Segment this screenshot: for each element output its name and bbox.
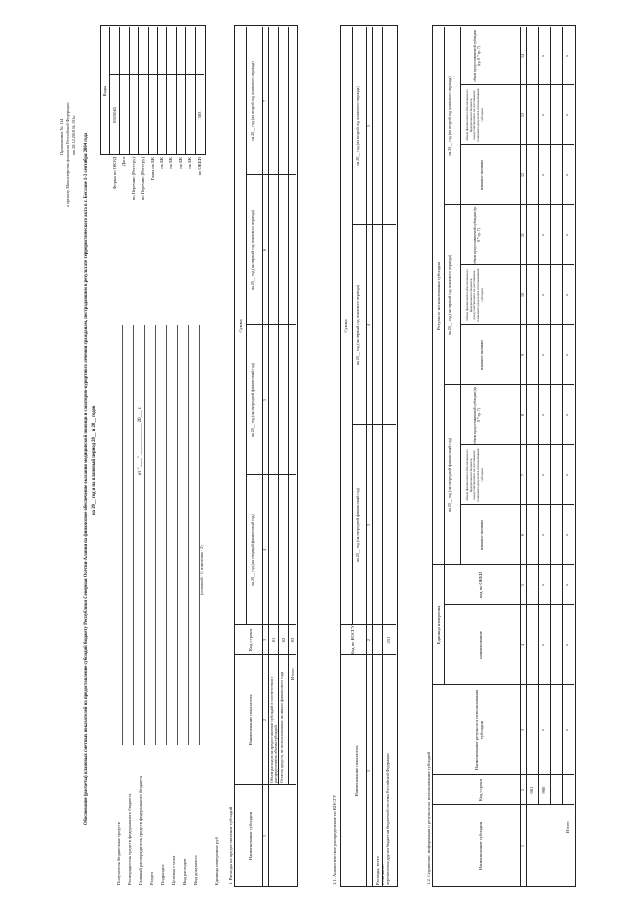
s12-colnum: 11 bbox=[520, 233, 525, 237]
field-label: Вид документа bbox=[193, 855, 198, 885]
s12-x-mark: x bbox=[540, 174, 545, 176]
s12-x-mark: x bbox=[564, 729, 569, 731]
s12-sub-planned: плановое значение bbox=[480, 519, 484, 551]
s1-row1-indicator: Объем расходов на предоставление субсидий в соответствии с распределением объема субсидий bbox=[269, 676, 279, 783]
code-label: Дата bbox=[121, 157, 127, 167]
s12-col-units: Единица измерения bbox=[436, 605, 441, 645]
code-label: по Перечню (Реестру) bbox=[140, 157, 146, 201]
field-underline bbox=[166, 325, 167, 745]
s1-period: на 20__ год (на второй год планового периода) bbox=[250, 61, 255, 141]
s12-col-result: Наименование результата использования субсидии bbox=[474, 689, 485, 771]
s1-row1-code: 01 bbox=[271, 637, 276, 643]
field-label: Целевая статья bbox=[171, 855, 176, 885]
s11-colnum: 3 bbox=[366, 524, 371, 526]
s1-colnum: 1 bbox=[262, 835, 267, 837]
s11-row-total: Расходы, всего bbox=[375, 856, 380, 885]
code-label: по БК bbox=[177, 157, 183, 169]
s11-period: на 20__ год (на очередной финансовый год) bbox=[355, 487, 360, 563]
s1-colnum: 2 bbox=[262, 719, 267, 721]
code-label: по БК bbox=[187, 157, 193, 169]
s11-row-transfer: перечисления другим бюджетам бюджетной системы Российской Федерации bbox=[385, 753, 390, 885]
units-label: Единица измерения: руб bbox=[214, 837, 219, 885]
s12-x-mark: x bbox=[540, 234, 545, 236]
s12-x-mark: x bbox=[540, 55, 545, 57]
code-label: Глава по БК bbox=[149, 157, 155, 181]
s1-colnum: 5 bbox=[262, 399, 267, 401]
field-label: Получатель бюджетных средств bbox=[116, 822, 121, 885]
s12-x-mark: x bbox=[540, 534, 545, 536]
code-row-line bbox=[166, 27, 167, 155]
code-row-line bbox=[185, 27, 186, 155]
s12-sub-perunit: объем предоставляемой субсидии (гр. 8 * гр. 7) bbox=[473, 30, 481, 82]
s12-x-mark: x bbox=[540, 414, 545, 416]
s12-x-mark: x bbox=[540, 729, 545, 731]
s12-x-mark: x bbox=[564, 294, 569, 296]
s1-colnum: 4 bbox=[262, 549, 267, 551]
s1-period: на 20__ год (на очередной финансовый год) bbox=[250, 362, 255, 438]
s12-x-mark: x bbox=[564, 354, 569, 356]
s12-sub-planned: плановое значение bbox=[480, 159, 484, 191]
s12-col-code: Код строки bbox=[478, 779, 483, 801]
s1-colnum: 7 bbox=[262, 100, 267, 102]
s12-x-mark: x bbox=[564, 114, 569, 116]
s12-colnum: 6 bbox=[520, 534, 525, 536]
field-underline bbox=[199, 325, 200, 745]
s12-x-mark: x bbox=[564, 234, 569, 236]
s1-row2-code: 02 bbox=[281, 637, 286, 643]
s12-colnum: 13 bbox=[520, 113, 525, 117]
s12-period: на 20__ год (на первый год планового периода) bbox=[447, 254, 452, 336]
field-label: Вид расходов bbox=[182, 858, 187, 885]
s12-x-mark: x bbox=[564, 474, 569, 476]
field-label: Главный распорядитель средств федерального бюджета bbox=[138, 775, 143, 885]
s12-x-mark: x bbox=[540, 354, 545, 356]
s1-colnum: 6 bbox=[262, 249, 267, 251]
appendix-label: Приложение № 114 bbox=[59, 118, 64, 155]
s1-total-code: 03 bbox=[290, 637, 295, 643]
s12-x-mark: x bbox=[540, 644, 545, 646]
field-underline bbox=[122, 325, 123, 745]
field-underline bbox=[155, 325, 156, 745]
s11-col-sum: Сумма bbox=[343, 319, 348, 333]
s12-colnum: 8 bbox=[520, 414, 525, 416]
s12-colnum: 2 bbox=[520, 789, 525, 791]
s12-col-units-okei: код по ОКЕИ bbox=[478, 571, 483, 599]
s11-colnum: 4 bbox=[366, 324, 371, 326]
s12-sub-fedshare: объем финансового обеспечения из федерального бюджета, предусмотренного на достижение планового результата использования субсидии bbox=[465, 268, 484, 322]
s11-kosgu-code: 251 bbox=[386, 636, 391, 644]
s12-x-mark: x bbox=[540, 294, 545, 296]
code-label: Форма по ОКУД bbox=[112, 157, 117, 190]
s1-period: на 20__ год (на текущий финансовый год) bbox=[250, 514, 255, 586]
form-title: Обоснование (расчеты) плановых сметных показателей на предоставление субсидий бюджету Республики Северная Осетия-Алания на финансовое обеспечение оказания медицинской помощи и санаторно-курортного лечения гражданам, пострадавшим в результате террористического акта в г. Беслане 1-3 сентября 2004 года bbox=[84, 132, 89, 825]
date-line: от "____" _____________ 20___ г. bbox=[138, 406, 143, 475]
s12-x-mark: x bbox=[564, 644, 569, 646]
code-row-line bbox=[119, 27, 120, 155]
section12-table bbox=[432, 25, 576, 887]
s12-colnum: 9 bbox=[520, 354, 525, 356]
doc-type-hint: (основной - 1; изменения - 2) bbox=[199, 545, 204, 595]
s12-x-mark: x bbox=[564, 534, 569, 536]
s1-colnum: 3 bbox=[262, 639, 267, 641]
field-underline bbox=[177, 325, 178, 745]
rotated-form bbox=[50, 15, 610, 895]
appendix-line2: к приказу Министерства финансов Российской Федерации bbox=[65, 102, 70, 207]
s11-period: на 20__ год (на первый год планового периода) bbox=[355, 284, 360, 366]
form-subtitle: на 20__ год и на плановый период 20__ и 20__ годов bbox=[92, 405, 97, 515]
s12-colnum: 4 bbox=[520, 644, 525, 646]
code-row-line bbox=[148, 27, 149, 155]
appendix-line3: от 28.12.2010 № 191н bbox=[71, 115, 76, 155]
s11-row-incl: в том числе: bbox=[380, 864, 385, 885]
s1-col-name: Наименование субсидии bbox=[248, 811, 253, 861]
code-label: по БК bbox=[168, 157, 174, 169]
s12-colnum: 12 bbox=[520, 173, 525, 177]
s11-colnum: 1 bbox=[366, 770, 371, 772]
s12-x-mark: x bbox=[540, 114, 545, 116]
s11-col-kosgu: Код по КОСГУ bbox=[350, 625, 355, 655]
s12-sub-fedshare: объем финансового обеспечения из федерального бюджета, предусмотренного на достижение планового результата использования субсидии bbox=[465, 88, 484, 142]
field-underline bbox=[133, 325, 134, 745]
field-label: Подраздел bbox=[160, 864, 165, 885]
section12-title: 1.2. Справочно: информация о результатах использования субсидий bbox=[426, 752, 431, 885]
s12-sub-perunit: объем предоставляемой субсидии (гр. 8 * гр. 7) bbox=[473, 385, 481, 445]
code-row-line bbox=[195, 27, 196, 155]
codes-header: Коды bbox=[102, 85, 107, 97]
s12-x-mark: x bbox=[540, 474, 545, 476]
code-label: по ОКЕИ bbox=[196, 157, 202, 176]
code-row-line bbox=[138, 27, 139, 155]
s1-total-label: Итого bbox=[290, 668, 295, 680]
s12-period: на 20__ год (на второй год планового периода) bbox=[447, 76, 452, 156]
s1-col-code: Код строки bbox=[248, 629, 253, 651]
s12-colnum: 7 bbox=[520, 474, 525, 476]
code-value: 0505045 bbox=[112, 106, 117, 124]
s12-row-code-2: 900 bbox=[541, 786, 546, 794]
s12-col-units-name: наименование bbox=[478, 631, 483, 659]
s12-x-mark: x bbox=[564, 174, 569, 176]
s12-row-code-1: 001 bbox=[529, 786, 534, 794]
s11-colnum: 5 bbox=[366, 125, 371, 127]
code-label: по БК bbox=[159, 157, 164, 169]
s1-period: на 20__ год (на первый год планового периода) bbox=[250, 209, 255, 291]
section11-title: 1.1. Аналитическое распределение по КОСГУ bbox=[332, 794, 337, 885]
code-value: 383 bbox=[196, 111, 202, 119]
s12-sub-planned: плановое значение bbox=[480, 339, 484, 371]
s12-col-results: Результат использования субсидии bbox=[436, 261, 441, 331]
s12-colnum: 3 bbox=[520, 729, 525, 731]
s12-colnum: 10 bbox=[520, 293, 525, 297]
code-label: по Перечню (Реестру) bbox=[130, 157, 136, 201]
s1-row2-indicator: Остаток средств, не использованных на начало финансового года bbox=[279, 671, 284, 783]
s1-col-sum: Сумма bbox=[238, 319, 243, 333]
s12-colnum: 1 bbox=[520, 845, 525, 847]
code-row-line bbox=[129, 27, 130, 155]
code-row-line bbox=[157, 27, 158, 155]
s11-col-indicator: Наименование показателя bbox=[354, 745, 359, 797]
s12-sub-fedshare: объем финансового обеспечения из федерального бюджета, предусмотренного на достижение планового результата использования субсидии bbox=[465, 448, 484, 502]
s12-period: на 20__ год (на очередной финансовый год) bbox=[447, 437, 452, 513]
s12-col-name: Наименование субсидии bbox=[478, 821, 483, 871]
s12-sub-perunit: объем предоставляемой субсидии (гр. 8 * гр. 7) bbox=[473, 205, 481, 265]
field-label: Раздел bbox=[149, 872, 154, 885]
s11-period: на 20__ год (на второй год планового периода) bbox=[355, 86, 360, 166]
s1-col-indicator: Наименование показателя bbox=[248, 694, 253, 746]
s12-x-mark: x bbox=[564, 584, 569, 586]
field-underline bbox=[188, 325, 189, 745]
code-row-line bbox=[176, 27, 177, 155]
s12-x-mark: x bbox=[564, 414, 569, 416]
s12-colnum: 14 bbox=[520, 54, 525, 58]
field-label: Распорядитель средств федерального бюджета bbox=[127, 793, 132, 885]
s12-colnum: 5 bbox=[520, 584, 525, 586]
s11-colnum: 2 bbox=[366, 639, 371, 641]
section1-title: 1. Расходы на предоставление субсидий bbox=[228, 806, 233, 885]
s12-total-label: Итого bbox=[565, 821, 570, 833]
s12-x-mark: x bbox=[564, 55, 569, 57]
s12-x-mark: x bbox=[540, 584, 545, 586]
field-underline bbox=[144, 325, 145, 745]
